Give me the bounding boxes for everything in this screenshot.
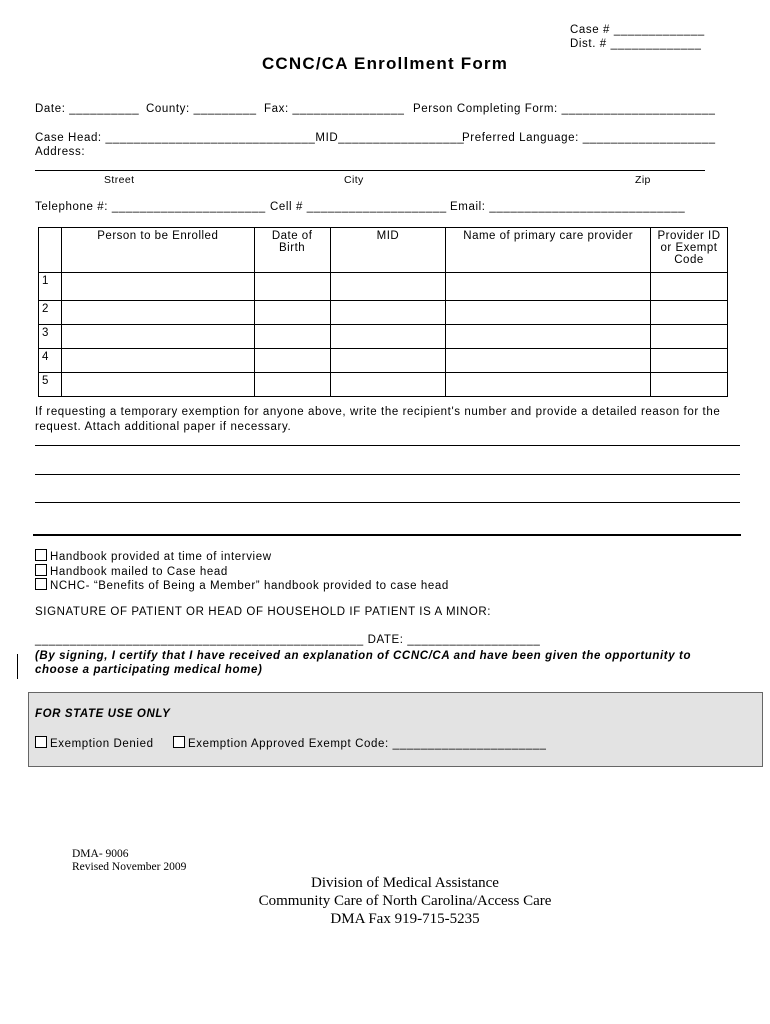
checklist-item-nchc-handbook[interactable] (35, 578, 449, 592)
table-header-cell: MID (330, 228, 446, 273)
organization-name: Division of Medical Assistance (311, 875, 499, 891)
checkbox-icon[interactable] (173, 736, 185, 748)
table-header-row (39, 228, 728, 273)
exemption-approved-label: Exemption Approved Exempt Code: ______________________ (188, 738, 547, 750)
exemption-denied-label: Exemption Denied (50, 738, 154, 750)
table-cell[interactable] (254, 301, 330, 325)
exemption-instructions-2: request. Attach additional paper if necessary. (35, 421, 292, 433)
table-header-cell: Provider ID or Exempt Code (651, 228, 728, 273)
zip-caption: Zip (635, 174, 651, 186)
district-number-field[interactable]: Dist. # _____________ (570, 38, 702, 50)
revision-date: Revised November 2009 (72, 861, 187, 873)
preferred-language-field[interactable]: Preferred Language: ___________________ (462, 132, 716, 144)
email-field[interactable]: Email: ____________________________ (450, 201, 686, 213)
table-cell[interactable] (254, 325, 330, 349)
reason-line-3[interactable] (35, 502, 740, 503)
table-cell[interactable] (446, 301, 651, 325)
table-cell[interactable] (446, 373, 651, 397)
checkbox-icon[interactable] (35, 549, 47, 561)
table-cell[interactable] (330, 373, 446, 397)
form-number: DMA- 9006 (72, 848, 129, 860)
checklist-item-handbook-provided[interactable] (35, 549, 272, 563)
row-number: 1 (39, 273, 62, 301)
checklist-label: Handbook provided at time of interview (50, 551, 272, 563)
city-caption: City (344, 174, 364, 186)
certification-text-2: choose a participating medical home) (35, 664, 263, 676)
street-caption: Street (104, 174, 135, 186)
checklist-label: Handbook mailed to Case head (50, 566, 228, 578)
table-cell[interactable] (330, 349, 446, 373)
section-divider (33, 534, 741, 536)
table-cell[interactable] (446, 325, 651, 349)
state-use-heading: FOR STATE USE ONLY (35, 708, 171, 720)
enrollment-table (38, 227, 728, 397)
reason-line-2[interactable] (35, 474, 740, 475)
organization-fax: DMA Fax 919-715-5235 (330, 911, 480, 927)
telephone-field[interactable]: Telephone #: ______________________ (35, 201, 266, 213)
table-cell[interactable] (330, 273, 446, 301)
table-header-cell: Date of Birth (254, 228, 330, 273)
checklist-item-handbook-mailed[interactable] (35, 564, 228, 578)
address-line[interactable] (35, 170, 705, 171)
table-header-cell: Name of primary care provider (446, 228, 651, 273)
person-completing-field[interactable]: Person Completing Form: ______________________ (413, 103, 716, 115)
reason-line-1[interactable] (35, 445, 740, 446)
checkbox-icon[interactable] (35, 564, 47, 576)
page-title: CCNC/CA Enrollment Form (261, 54, 509, 73)
case-head-mid-field[interactable]: Case Head: ______________________________MID__________________ (35, 132, 465, 144)
table-cell[interactable] (651, 273, 728, 301)
table-row (39, 301, 728, 325)
table-cell[interactable] (61, 349, 254, 373)
row-number: 3 (39, 325, 62, 349)
table-row (39, 373, 728, 397)
state-use-box (28, 692, 763, 767)
date-field[interactable]: Date: __________ (35, 103, 140, 115)
table-cell[interactable] (330, 325, 446, 349)
table-cell[interactable] (254, 273, 330, 301)
certification-text: (By signing, I certify that I have received an explanation of CCNC/CA and have been given the opportunity to (35, 650, 692, 662)
exemption-approved-option[interactable] (173, 736, 547, 750)
cell-field[interactable]: Cell # ____________________ (270, 201, 447, 213)
fax-field[interactable]: Fax: ________________ (264, 103, 405, 115)
county-field[interactable]: County: _________ (146, 103, 257, 115)
exemption-instructions: If requesting a temporary exemption for anyone above, write the recipient's number and provide a detailed reason for the (35, 406, 721, 418)
case-number-field[interactable]: Case # _____________ (570, 24, 705, 36)
row-number: 2 (39, 301, 62, 325)
table-cell[interactable] (446, 273, 651, 301)
table-row (39, 325, 728, 349)
table-row (39, 349, 728, 373)
table-cell[interactable] (651, 301, 728, 325)
table-cell[interactable] (61, 301, 254, 325)
exemption-denied-option[interactable] (35, 736, 154, 750)
signature-heading: SIGNATURE OF PATIENT OR HEAD OF HOUSEHOLD IF PATIENT IS A MINOR: (35, 606, 492, 618)
table-cell[interactable] (61, 325, 254, 349)
checkbox-icon[interactable] (35, 578, 47, 590)
checkbox-icon[interactable] (35, 736, 47, 748)
table-cell[interactable] (446, 349, 651, 373)
table-row (39, 273, 728, 301)
row-number: 5 (39, 373, 62, 397)
table-cell[interactable] (254, 349, 330, 373)
organization-program: Community Care of North Carolina/Access Care (258, 893, 552, 909)
checklist-label: NCHC- “Benefits of Being a Member” handbook provided to case head (50, 580, 449, 592)
margin-marker (17, 654, 18, 679)
table-cell[interactable] (330, 301, 446, 325)
address-label: Address: (35, 146, 86, 158)
table-cell[interactable] (651, 349, 728, 373)
table-cell[interactable] (651, 325, 728, 349)
table-cell[interactable] (61, 273, 254, 301)
table-header-cell: Person to be Enrolled (61, 228, 254, 273)
table-cell[interactable] (254, 373, 330, 397)
signature-date-line[interactable]: _______________________________________________ DATE: ___________________ (35, 634, 541, 646)
table-cell[interactable] (61, 373, 254, 397)
row-number: 4 (39, 349, 62, 373)
table-header-cell (39, 228, 62, 273)
table-cell[interactable] (651, 373, 728, 397)
